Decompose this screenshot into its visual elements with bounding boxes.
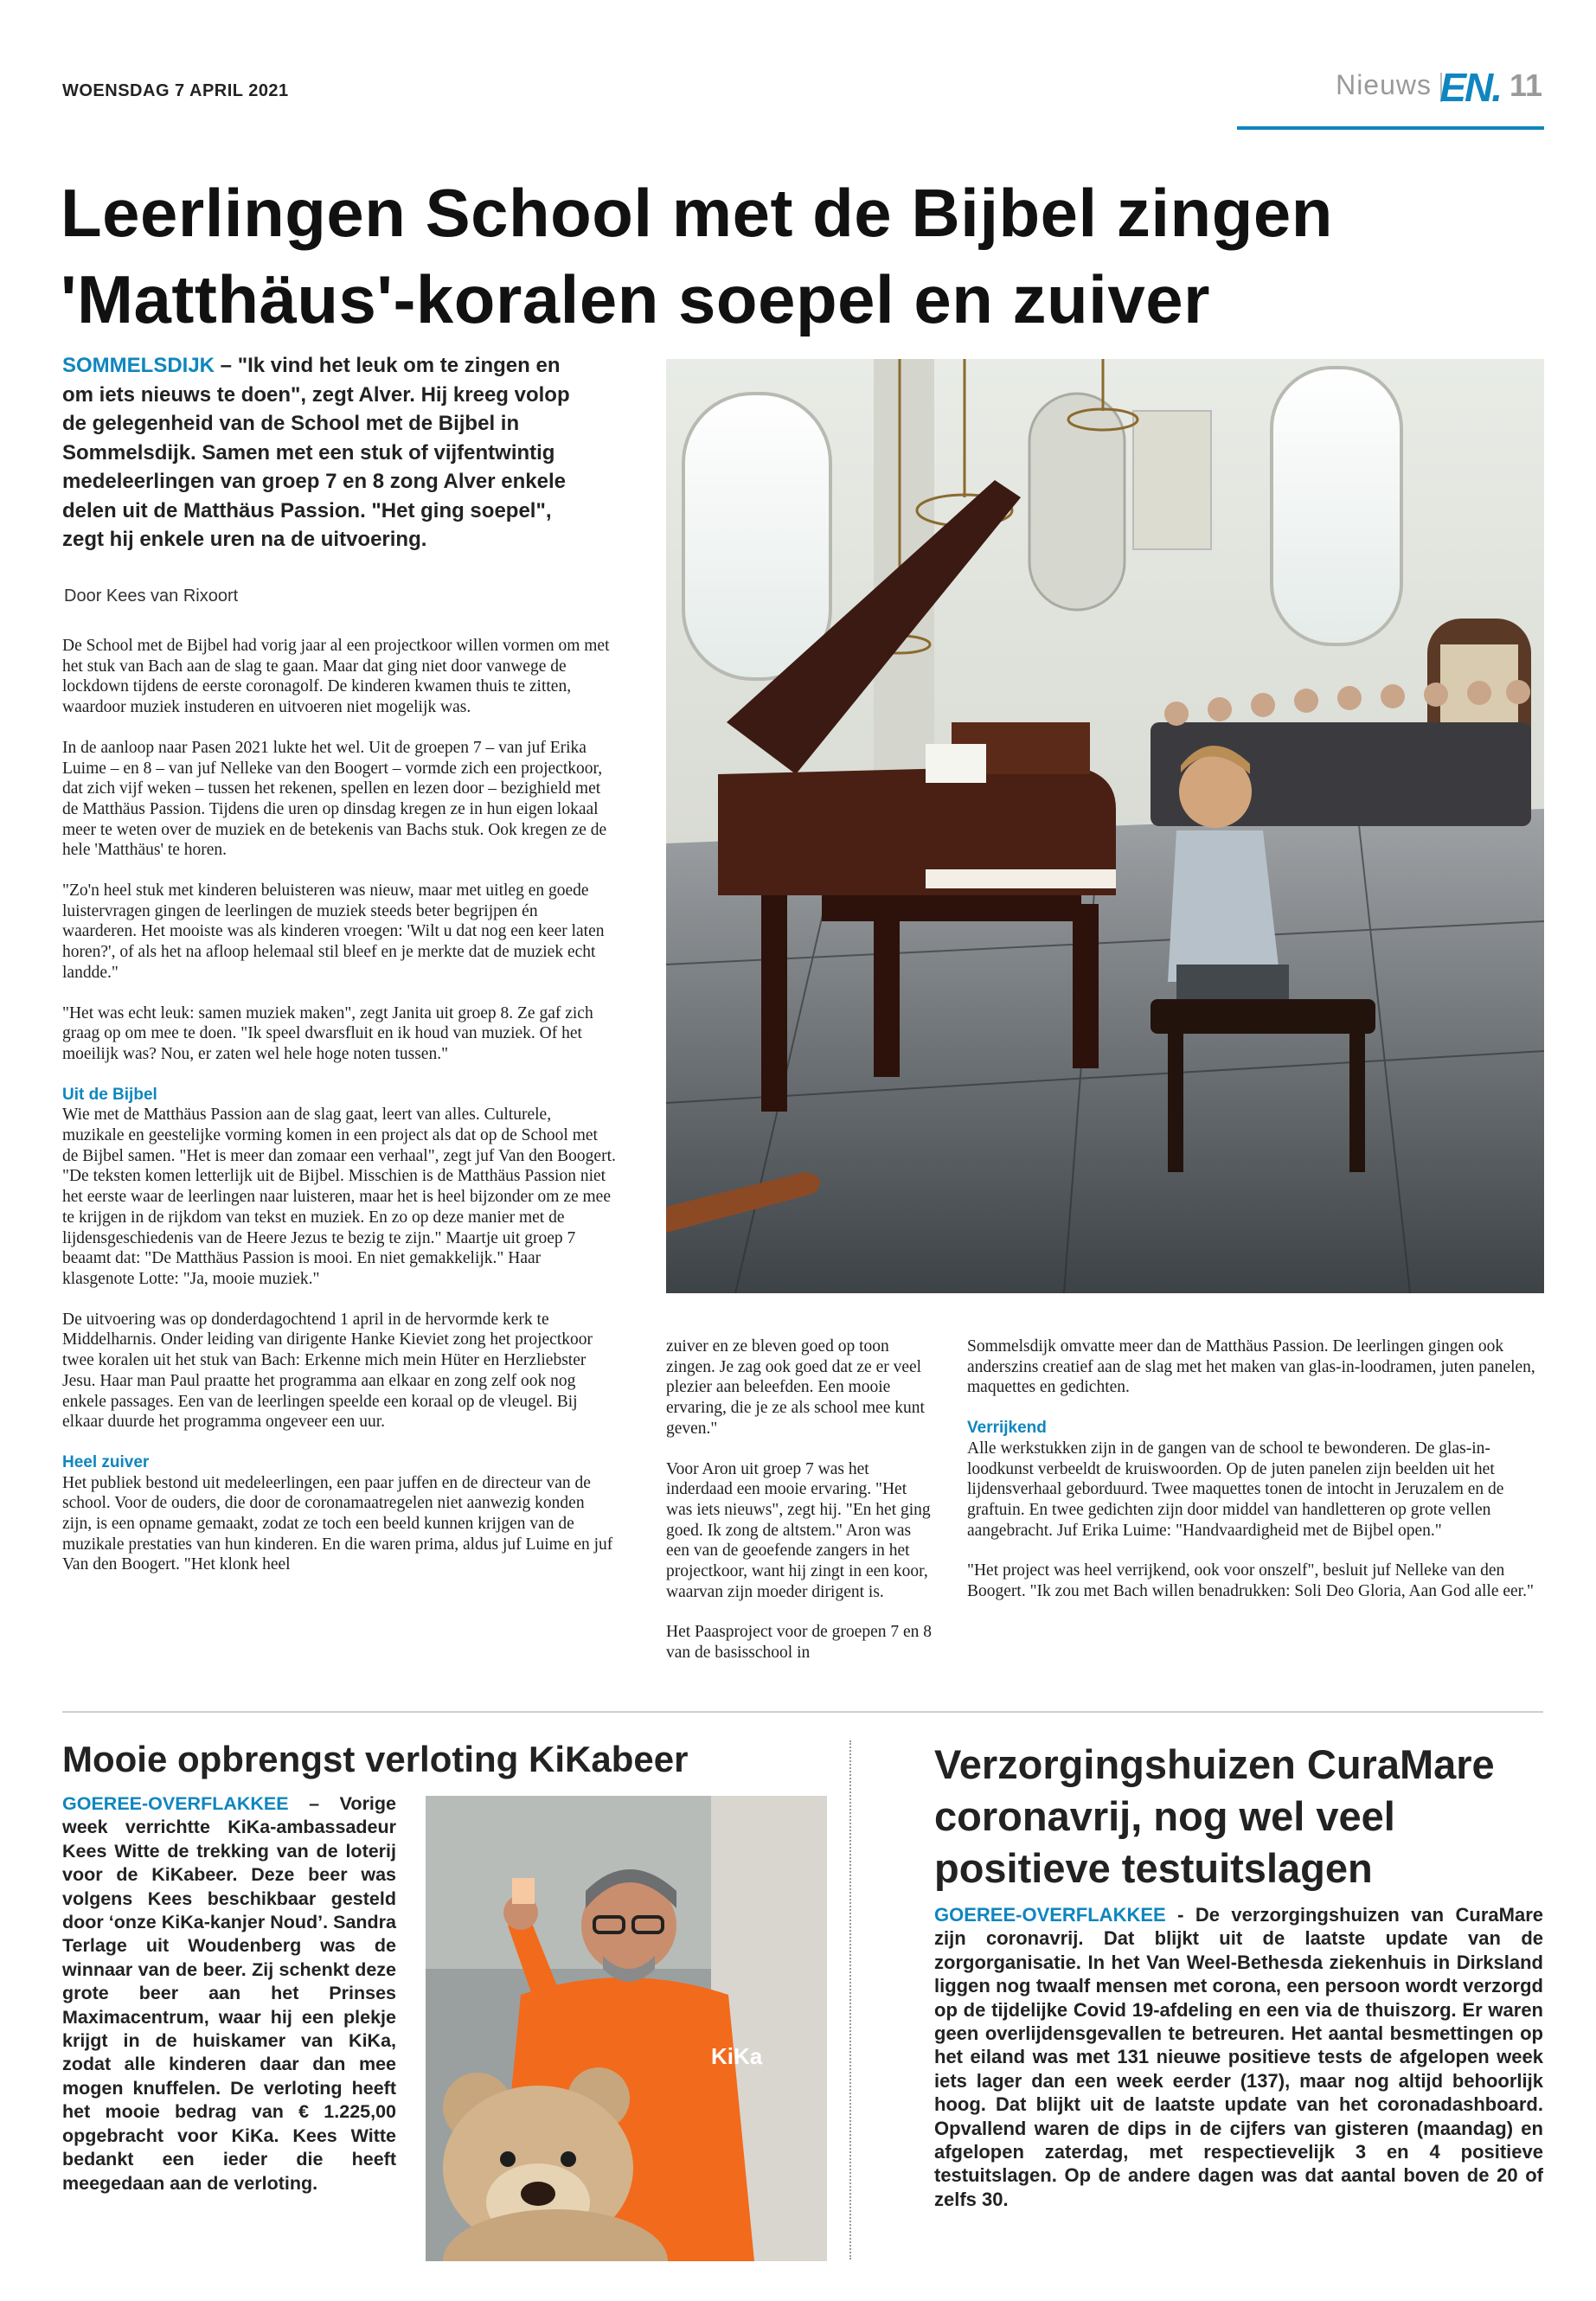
article-column-2 xyxy=(666,1336,934,1663)
paragraph: zuiver en ze bleven goed op toon zingen. Je zag ook goed dat ze er veel plezier aan beleefden. Een mooie ervaring, die je ze als school mee kunt geven." xyxy=(666,1337,925,1438)
article-lead-text: – "Ik vind het leuk om te zingen en om iets nieuws te doen", zegt Alver. Hij kreeg volop de gelegenheid van de School met de Bijbel in Sommelsdijk. Samen met een stuk of vijfentwintig medeleerlingen van groep 7 en 8 zong Alver enkele delen uit de Matthäus Passion. "Het ging soepel", zegt hij enkele uren na de uitvoering. xyxy=(62,354,570,551)
shirt-logo: KiKa xyxy=(711,2043,763,2069)
kika-dateline: GOEREE-OVERFLAKKEE xyxy=(62,1793,289,1814)
article-column-1 xyxy=(62,636,616,1575)
paragraph: Het publiek bestond uit medeleerlingen, een paar juffen en de directeur van de school. Voor de ouders, die door de coronamaatregelen niet aanwezig konden zijn, is een opname gemaakt, zodat ze toch een beeld kunnen krijgen van de muzikale prestaties van hun kinderen. En die waren prima, aldus juf Luime en juf Van den Boogert. "Het klonk heel xyxy=(62,1473,613,1574)
curamare-text: - De verzorgingshuizen van CuraMare zijn coronavrij. Dat blijkt uit de laatste update van de zorgorganisatie. In het Van Weel-Bethesda ziekenhuis in Dirksland liggen nog twaalf mensen met corona, een persoon wordt verzorgd op de tijdelijke Covid 19-afdeling en een via de thuiszorg. Er waren geen overlijdensgevallen te betreuren. Het aantal besmettingen op het eiland was met 131 nieuwe positieve tests de afgelopen week iets lager dan een week eerder (137), maar nog altijd behoorlijk hoog. Dat blijkt uit de laatste update van het coronadashboard. Opvallend waren de dips in de cijfers van gisteren (maandag) en afgelopen zaterdag, met respectievelijk 3 en 4 positieve testuitslagen. Op de andere dagen was dat aantal boven de 20 of zelfs 30. xyxy=(934,1904,1543,2210)
subheading: Verrijkend xyxy=(967,1419,1047,1438)
section-divider xyxy=(62,1711,1543,1713)
paragraph: Voor Aron uit groep 7 was het inderdaad een mooie ervaring. "Het was iets nieuws", zegt hij. "En het ging goed. Ik zong de altstem." Aron was een van de geoefende zangers in het projectkoor, want hij zingt in een koor, waarvan zijn moeder dirigent is. xyxy=(666,1459,931,1601)
subheading: Uit de Bijbel xyxy=(62,1085,157,1104)
kika-photo xyxy=(426,1796,827,2261)
article-byline: Door Kees van Rixoort xyxy=(64,586,239,606)
paragraph: Het Paasproject voor de groepen 7 en 8 van de basisschool in xyxy=(666,1623,933,1663)
kika-body xyxy=(62,1792,396,2195)
column-divider-dotted xyxy=(849,1740,851,2259)
paragraph: Wie met de Matthäus Passion aan de slag gaat, leert van alles. Culturele, muzikale en geestelijke vorming komen in een project als dat op de School met de Bijbel samen. "Het is meer dan zomaar een verhaal", zegt juf Van den Boogert. "De teksten komen letterlijk uit de Bijbel. Misschien is de Matthäus Passion niet het eerste waar de leerlingen naar luisteren, maar het is heel bijzonder om ze mee te krijgen in de rijkdom van tekst en muziek. En zo op deze manier met de lijdensgeschiedenis van de Heere Jezus te bezig te zijn." Maartje uit groep 7 beaamt dat: "De Matthäus Passion is mooi. En niet gemakkelijk." Haar klasgenote Lotte: "Ja, mooie muziek." xyxy=(62,1106,616,1288)
article-headline: Leerlingen School met de Bijbel zingen 'Matthäus'-koralen soepel en zuiver xyxy=(61,175,1333,337)
page-number: 11 xyxy=(1509,67,1542,103)
paragraph: "Het was echt leuk: samen muziek maken", zegt Janita uit groep 8. Ze gaf zich graag op om mee te doen. "Ik speel dwarsfluit en ik houd van muziek. Of het moeilijk was? Nou, er zaten wel hele hoge noten tussen." xyxy=(62,1003,593,1063)
curamare-body xyxy=(934,1903,1543,2211)
article-photo-piano xyxy=(666,359,1544,1293)
article-column-3 xyxy=(967,1336,1542,1602)
issue-date: WOENSDAG 7 APRIL 2021 xyxy=(62,81,289,100)
piano-photo-illustration xyxy=(666,359,1544,1293)
kika-photo-illustration xyxy=(426,1796,827,2261)
subheading: Heel zuiver xyxy=(62,1452,150,1471)
paragraph: De School met de Bijbel had vorig jaar al een projectkoor willen vormen om met het stuk van Bach aan de slag te gaan. Maar dat ging niet door vanwege de lockdown tijdens de eerste coronagolf. De kinderen kwamen thuis te zitten, waardoor muziek instuderen en uitvoeren niet mogelijk was. xyxy=(62,637,610,717)
newspaper-logo: EN. xyxy=(1439,65,1501,110)
paragraph: De uitvoering was op donderdagochtend 1 april in de hervormde kerk te Middelharnis. Onder leiding van dirigente Hanke Kieviet zong het projectkoor twee koralen uit het stuk van Bach: Erkenne mich mein Hüter en Herzliebster Jesu. Haar man Paul praatte het programma aan elkaar en zong zelf ook nog enkele passages. Een van de leerlingen speelde een koraal op de vleugel. Bij elkaar duurde het programma ongeveer een uur. xyxy=(62,1310,593,1432)
kika-headline: Mooie opbrengst verloting KiKabeer xyxy=(62,1739,689,1779)
paragraph: "Zo'n heel stuk met kinderen beluisteren was nieuw, maar met uitleg en goede luistervragen gingen de leerlingen de muziek steeds beter begrijpen én waarderen. Het mooiste was als kinderen vroegen: 'Wilt u dat nog een keer laten horen?', of als het na afloop helemaal stil bleef en je merkte dat de muziek echt landde." xyxy=(62,881,605,982)
curamare-headline: Verzorgingshuizen CuraMare coronavrij, nog wel veel positieve testuitslagen xyxy=(934,1741,1495,1891)
article-lead xyxy=(62,351,581,554)
paragraph: Sommelsdijk omvatte meer dan de Matthäus Passion. De leerlingen gingen ook anderszins creatief aan de slag met het maken van glas-in-loodramen, juten panelen, maquettes en gedichten. xyxy=(967,1337,1535,1397)
paragraph: Alle werkstukken zijn in de gangen van de school te bewonderen. De glas-in-loodkunst verbeeldt de kruiswoorden. Op de juten panelen zijn beelden uit het lijdensverhaal geborduurd. Twee maquettes tonen de intocht in Jeruzalem en de graftuin. En twee gedichten zijn door middel van handletteren op grote vellen aangebracht. Juf Erika Luime: "Handvaardigheid met de Bijbel open." xyxy=(967,1439,1504,1540)
paragraph: "Het project was heel verrijkend, ook voor onszelf", besluit juf Nelleke van den Boogert. "Ik zou met Bach willen benadrukken: Soli Deo Gloria, Aan God alle eer." xyxy=(967,1561,1534,1601)
curamare-dateline: GOEREE-OVERFLAKKEE xyxy=(934,1904,1166,1926)
paragraph: In de aanloop naar Pasen 2021 lukte het wel. Uit de groepen 7 – van juf Erika Luime – en 8 – van juf Nelleke van den Boogert – vormde zich een projectkoor, dat zich vijf weken – tussen het rekenen, spellen en lezen door – bezighield met de Matthäus Passion. Tijdens die uren op dinsdag kregen ze in hun eigen lokaal meer te weten over de muziek en de betekenis van Bachs stuk. Ook kregen ze de hele 'Matthäus' te horen. xyxy=(62,738,607,860)
kika-text: – Vorige week verrichtte KiKa-ambassadeur Kees Witte de trekking van de loterij voor de KiKabeer. Deze beer was volgens Kees beschikbaar gesteld door ‘onze KiKa-kanjer Noud’. Sandra Terlage uit Woudenberg was de winnaar van de beer. Zij schenkt deze grote beer aan het Prinses Maximacentrum, waar hij een plekje krijgt in de huiskamer van KiKa, zodat alle kinderen daar dan mee mogen knuffelen. De verloting heeft het mooie bedrag van € 1.225,00 opgebracht voor KiKa. Kees Witte bedankt een ieder die heeft meegedaan aan de verloting. xyxy=(62,1793,396,2194)
article-dateline: SOMMELSDIJK xyxy=(62,354,215,377)
header-rule xyxy=(1237,126,1544,130)
section-label: Nieuws xyxy=(1336,69,1432,100)
